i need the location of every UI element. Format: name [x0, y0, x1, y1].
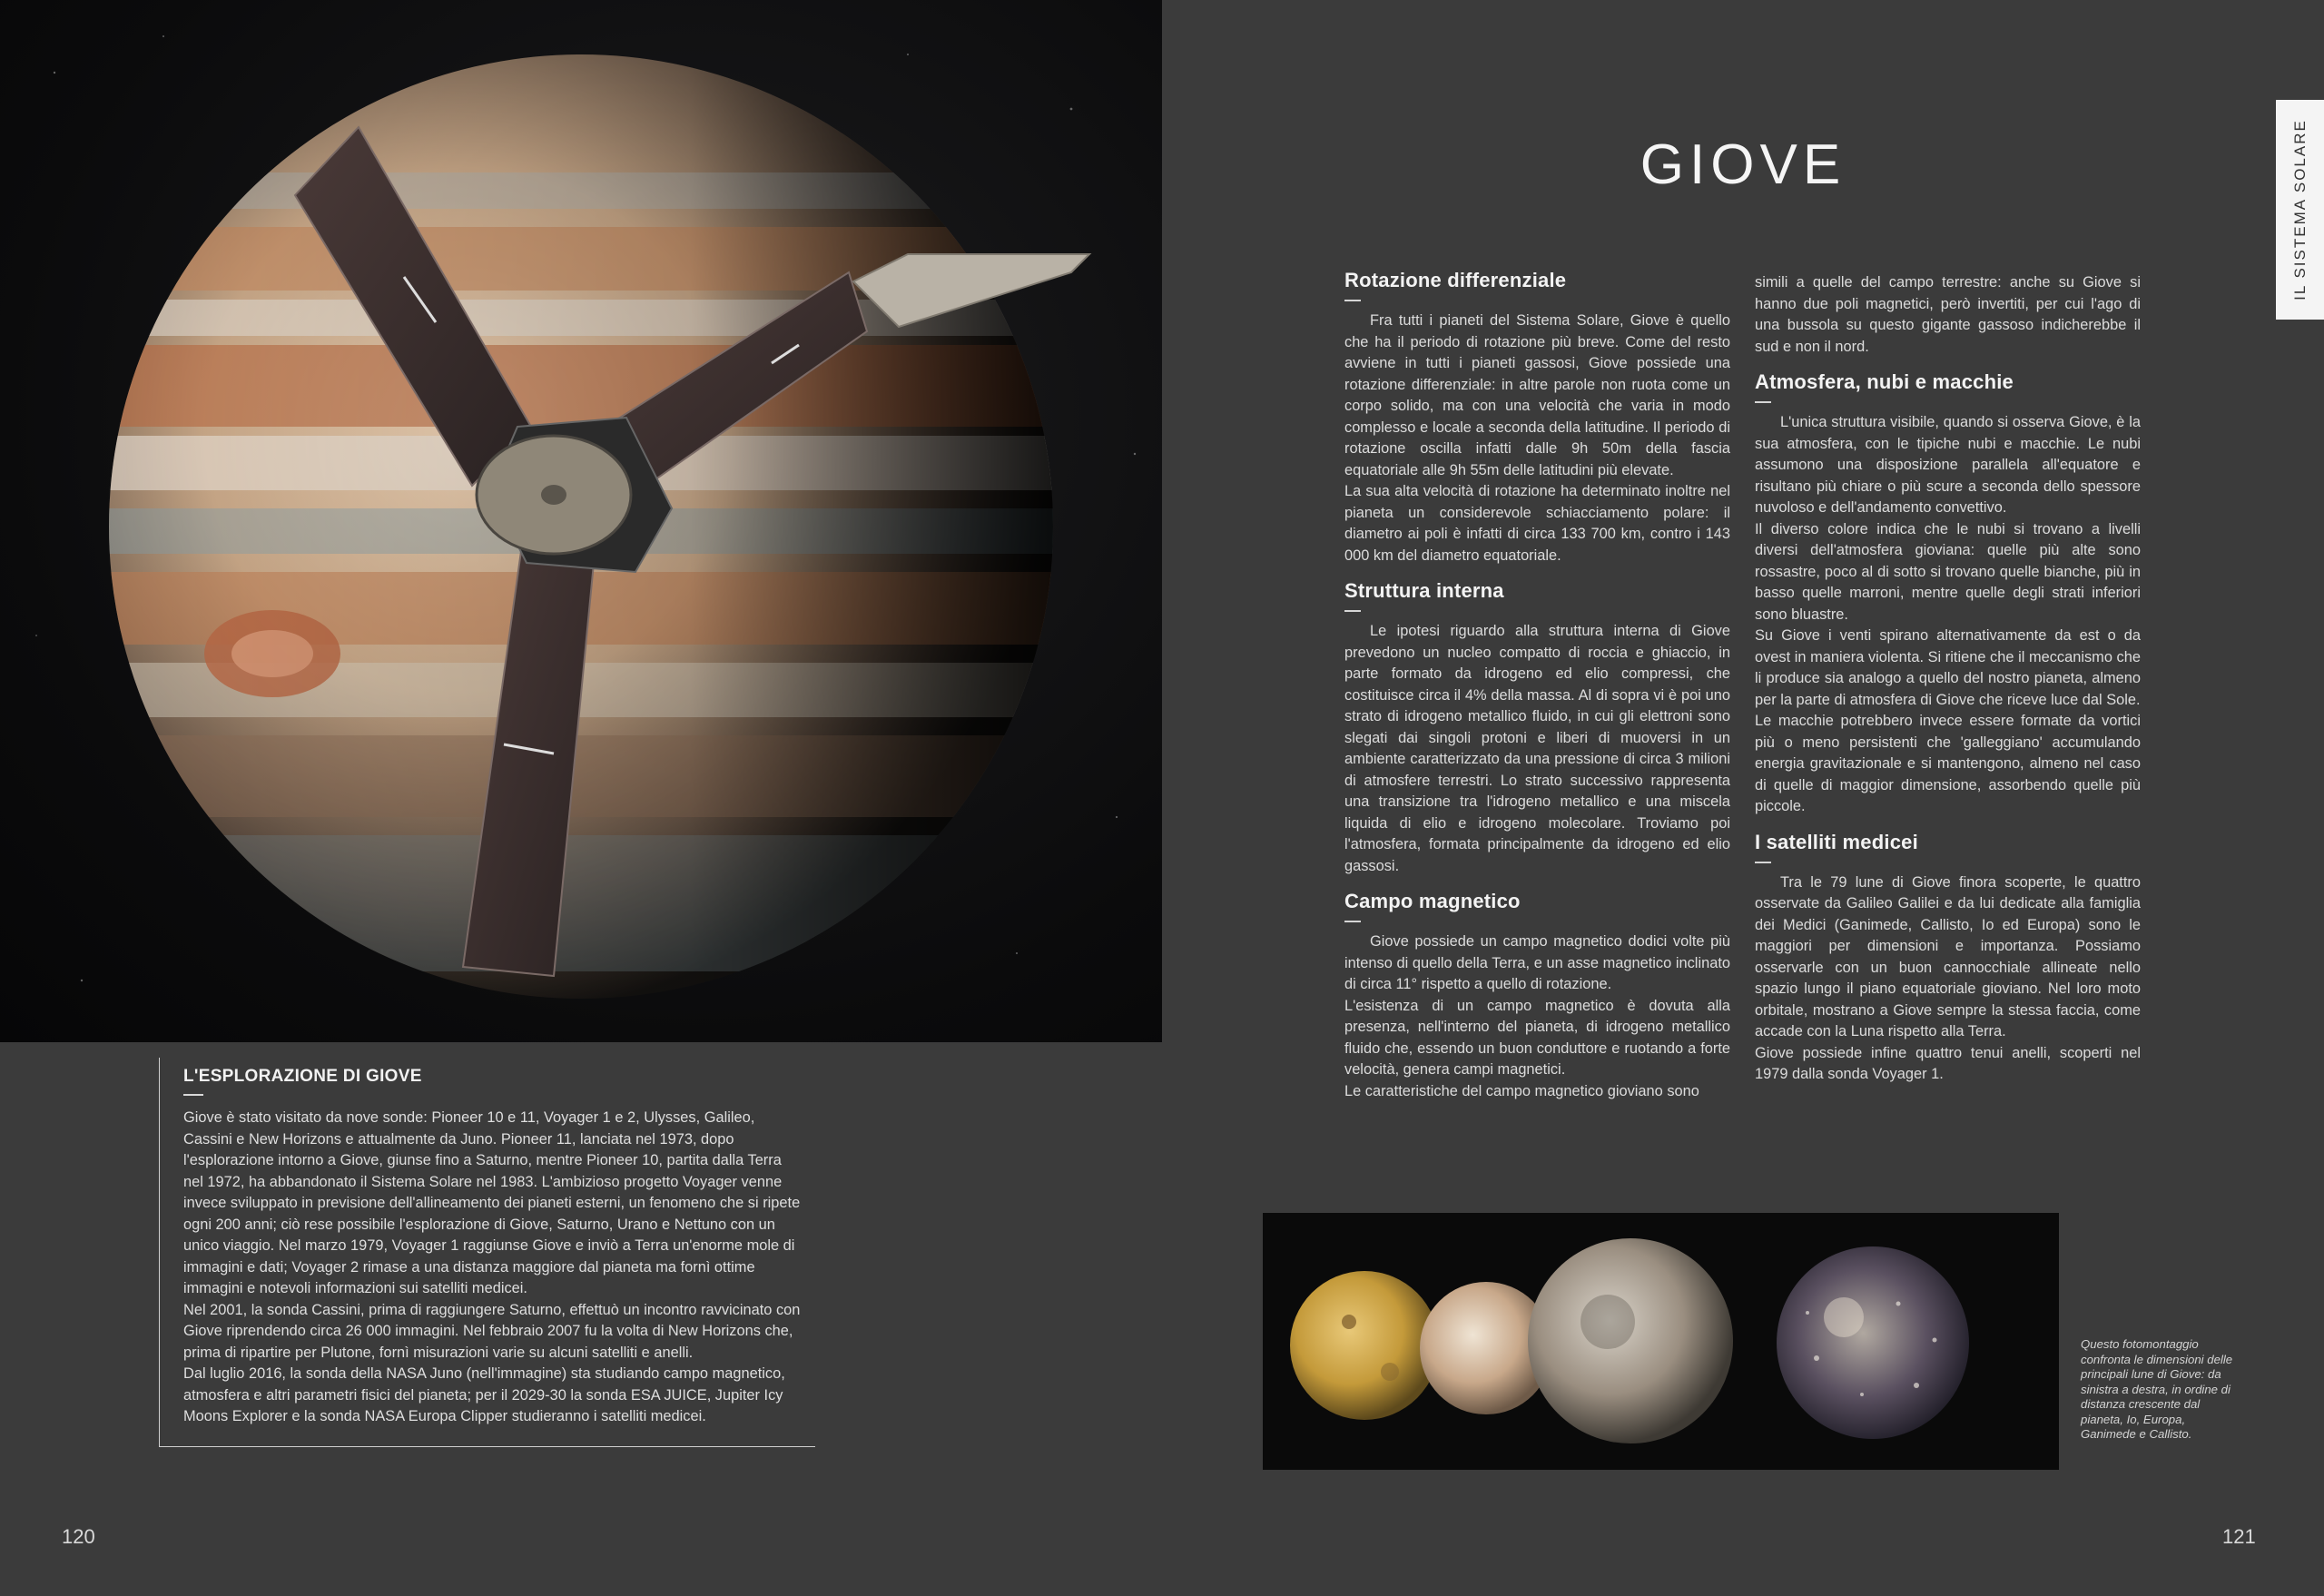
section-heading: I satelliti medicei: [1755, 830, 1918, 853]
section-heading: Atmosfera, nubi e macchie: [1755, 370, 2014, 393]
galilean-moons-photomontage: [1263, 1213, 2059, 1470]
moons-caption: [2081, 1337, 2235, 1443]
caption-text: Questo fotomontaggio confronta le dimensioni delle principali lune di Giove: da sinistra a destra, in ordine di distanza crescente dal pianeta, Io, Europa, Ganimede e Callisto.: [2081, 1337, 2233, 1441]
box-paragraph: Giove è stato visitato da nove sonde: Pioneer 10 e 11, Voyager 1 e 2, Ulysses, Galileo, Cassini e New Horizons e attualmente da Juno. Pioneer 11, lanciata nel 1973, dopo l'esplorazione intorno a Giove, giunse fino a Saturno, mentre Pioneer 10, partita dalla Terra nel 1972, ha abbandonato il Sistema Solare nel 1983. L'ambizioso progetto Voyager venne invece sviluppato in previsione dell'allineamento dei pianeti esterni, un fenomeno che si ripete ogni 200 anni; ciò rese possibile l'esplorazione di Giove, Saturno, Urano e Nettuno con un unico viaggio. Nel marzo 1979, Voyager 1 raggiunse Giove e inviò a Terra un'enorme mole di immagini e dati; Voyager 2 rimase a una distanza maggiore dal pianeta ma fornì ottime immagini e notevoli informazioni sui satelliti medicei.: [183, 1109, 801, 1296]
page-number-right: 121: [2222, 1525, 2256, 1548]
heading-rule: [1344, 300, 1361, 301]
body-paragraph: Le macchie potrebbero invece essere formate da vortici più o meno persistenti che 'galleggiano' accumulando energia gravitazionale e si mantengono, almeno nel caso di quelle di maggior dimensione, assorbendo quelle più piccole.: [1755, 713, 2141, 814]
body-paragraph: La sua alta velocità di rotazione ha determinato inoltre nel pianeta un considerevole schiacciamento polare: il diametro ai poli è infatti di circa 133 700 km, contro i 143 000 km del diametro equatoriale.: [1344, 483, 1730, 564]
juno-illustration-svg: [0, 0, 1162, 1042]
section-satelliti: [1755, 831, 2141, 1086]
section-atmosfera: [1755, 370, 2141, 818]
callisto-moon: [1777, 1246, 1969, 1439]
section-heading: Rotazione differenziale: [1344, 269, 1567, 291]
exploration-box: [159, 1058, 815, 1447]
body-paragraph: Su Giove i venti spirano alternativamente da est o da ovest in maniera violenta. Si ritiene che il meccanismo che li produce sia analogo a quello del nostro pianeta, almeno per la parte di atmosfera di Giove che riceve luce dal Sole.: [1755, 627, 2141, 708]
body-paragraph: Giove possiede infine quattro tenui anelli, scoperti nel 1979 dalla sonda Voyager 1.: [1755, 1044, 2141, 1082]
body-paragraph: Le caratteristiche del campo magnetico gioviano sono: [1344, 1082, 1699, 1099]
page-number-left: 120: [62, 1525, 95, 1548]
section-rotazione: [1344, 269, 1730, 566]
body-paragraph: Fra tutti i pianeti del Sistema Solare, Giove è quello che ha il periodo di rotazione più breve. Come del resto avviene in tutti i pianeti gassosi, Giove possiede una rotazione differenziale: in altre parole non ruota come un corpo solido, ma con una velocità che varia in modo complesso e locale a seconda della latitudine. Il periodo di rotazione oscilla infatti dalle 9h 50m della fascia equatoriale alle 9h 55m delle latitudini più elevate.: [1344, 312, 1730, 478]
body-paragraph: L'esistenza di un campo magnetico è dovuta alla presenza, nell'interno del pianeta, di idrogeno metallico fluido che, essendo un buon conduttore e ruotando a forte velocità, genera campi magnetici.: [1344, 997, 1730, 1078]
moons-svg: [1263, 1213, 2059, 1470]
io-moon: [1290, 1271, 1439, 1420]
body-paragraph: Le ipotesi riguardo alla struttura interna di Giove prevedono un nucleo compatto di roccia e ghiaccio, in parte formato da idrogeno ed elio compressi, che costituisce circa il 4% della massa. Al di sopra vi è poi uno strato di idrogeno metallico fluido, in cui gli elettroni sono slegati dai singoli protoni e liberi di muoversi in un ambiente caratterizzato da una pressione di circa 3 milioni di atmosfere terrestri. Lo strato successivo rappresenta una transizione tra l'idrogeno metallico e una miscela liquida di elio e idrogeno molecolare. Troviamo poi l'atmosfera, formata principalmente da idrogeno ed elio gassosi.: [1344, 623, 1730, 874]
body-paragraph: Tra le 79 lune di Giove finora scoperte, le quattro osservate da Galileo Galilei e da lui dedicate alla famiglia dei Medici (Ganimede, Callisto, Io ed Europa) sono le maggiori per dimensioni e importanza. Possiamo osservarle con un buon cannocchiale allineate nello spazio lungo il piano equatoriale gioviano. Nel loro moto orbitale, mostrano a Giove sempre la stessa faccia, come accade con la Luna rispetto alla Terra.: [1755, 873, 2141, 1039]
section-heading: Campo magnetico: [1344, 890, 1521, 912]
section-campo: [1344, 890, 1730, 1102]
section-campo-continued: [1755, 272, 2141, 358]
heading-rule: [1344, 610, 1361, 612]
text-column-2: [1755, 272, 2141, 1098]
juno-over-jupiter-illustration: [0, 0, 1162, 1042]
heading-rule: [1755, 401, 1771, 403]
body-paragraph: simili a quelle del campo terrestre: anche su Giove si hanno due poli magnetici, però invertiti, per cui l'ago di una bussola su questo gigante gassoso indicherebbe il sud e non il nord.: [1755, 274, 2141, 355]
section-heading: Struttura interna: [1344, 579, 1504, 602]
body-paragraph: Il diverso colore indica che le nubi si trovano a livelli diversi dell'atmosfera gioviana: quelle più alte sono rossastre, poco al di sotto si trovano quelle bianche, più in basso quelle marroni, mentre quelle degli strati inferiori sono bluastre.: [1755, 520, 2141, 623]
text-column-1: [1344, 269, 1730, 1115]
page-title: GIOVE: [1640, 133, 1846, 196]
section-struttura: [1344, 579, 1730, 877]
body-paragraph: Giove possiede un campo magnetico dodici volte più intenso di quello della Terra, e un asse magnetico inclinato di circa 11° rispetto a quello di rotazione.: [1344, 933, 1730, 992]
body-paragraph: L'unica struttura visibile, quando si osserva Giove, è la sua atmosfera, con le tipiche nubi e macchie. Le nubi assumono una disposizione parallela all'equatore e risultano più chiare o più scure a seconda dello spessore nuvoloso e dell'andamento convettivo.: [1755, 414, 2141, 516]
ganymede-moon: [1528, 1238, 1733, 1443]
box-title: L'ESPLORAZIONE DI GIOVE: [183, 1067, 422, 1086]
heading-rule: [1344, 921, 1361, 922]
box-paragraph: Dal luglio 2016, la sonda della NASA Juno (nell'immagine) sta studiando campo magnetico, atmosfera e altri parametri fisici del pianeta; per il 2029-30 la sonda ESA JUICE, Jupiter Icy Moons Explorer e la sonda NASA Europa Clipper studieranno i satelliti medicei.: [183, 1365, 785, 1424]
box-paragraph: Nel 2001, la sonda Cassini, prima di raggiungere Saturno, effettuò un incontro ravvicinato con Giove riprendendo circa 26 000 immagini. Nel febbraio 2007 fu la volta di New Horizons che, prima di ripartire per Plutone, fornì misurazioni varie su alcuni satelliti e anelli.: [183, 1301, 801, 1361]
box-text: [183, 1108, 801, 1428]
section-tab-label: IL SISTEMA SOLARE: [2290, 119, 2309, 300]
section-tab: [2276, 100, 2324, 320]
box-title-rule: [183, 1094, 203, 1096]
heading-rule: [1755, 862, 1771, 863]
